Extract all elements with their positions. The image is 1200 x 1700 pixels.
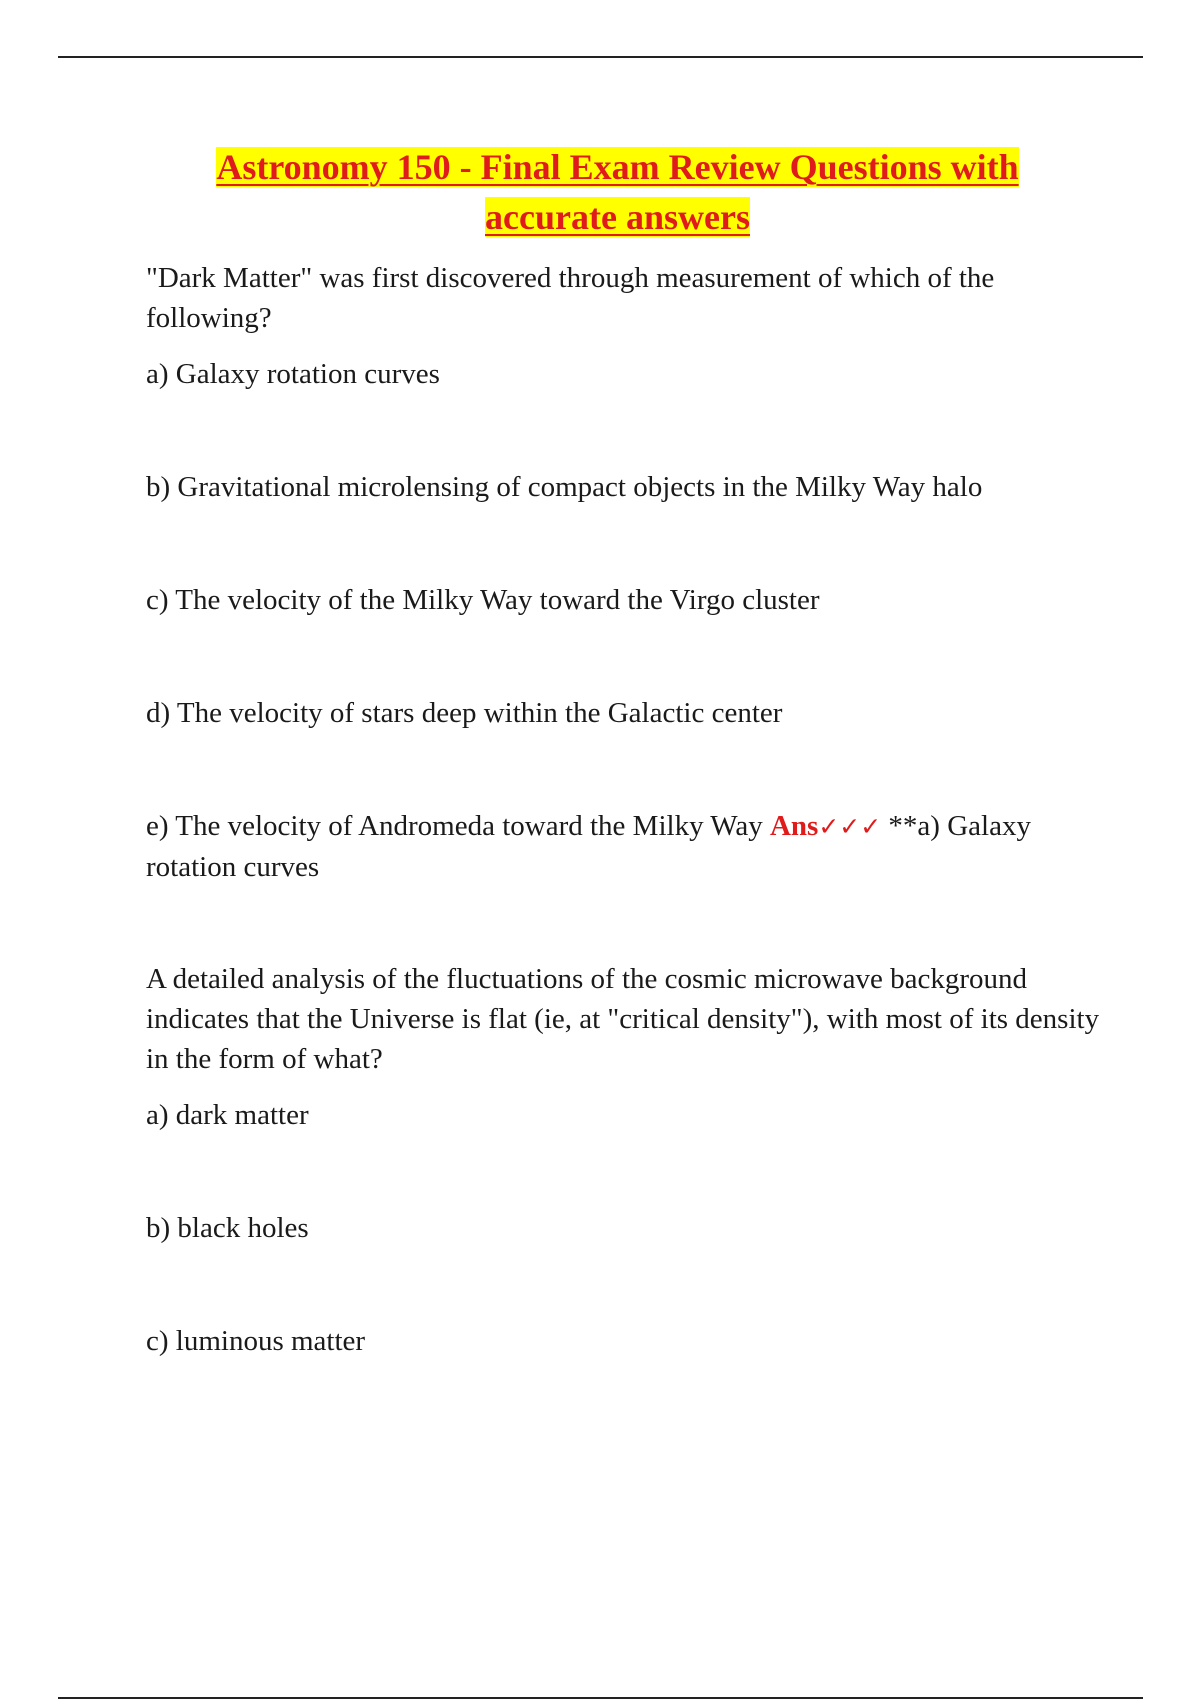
answer-check-icon: ✓✓✓ bbox=[818, 812, 882, 841]
question-1-option-e bbox=[146, 806, 1106, 887]
question-2-option-a: a) dark matter bbox=[146, 1099, 309, 1131]
title-line-1: Astronomy 150 - Final Exam Review Questions with bbox=[216, 147, 1019, 187]
top-rule bbox=[58, 56, 1143, 58]
document-title bbox=[100, 142, 1135, 242]
bottom-rule bbox=[58, 1697, 1143, 1699]
question-2-text: A detailed analysis of the fluctuations of the cosmic microwave background indicates that the Universe is flat (ie, at "critical density"), with most of its density in the form of what? bbox=[146, 963, 1100, 1075]
answer-text: **a) Galaxy rotation curves bbox=[146, 810, 1031, 883]
question-2-option-b: b) black holes bbox=[146, 1212, 309, 1244]
question-1-option-a: a) Galaxy rotation curves bbox=[146, 358, 440, 390]
question-1-text: "Dark Matter" was first discovered through measurement of which of the following? bbox=[146, 262, 995, 334]
title-line-2: accurate answers bbox=[485, 197, 750, 237]
question-1-option-b: b) Gravitational microlensing of compact objects in the Milky Way halo bbox=[146, 471, 983, 503]
question-1-option-e-text: e) The velocity of Andromeda toward the Milky Way bbox=[146, 810, 763, 842]
question-1-option-c: c) The velocity of the Milky Way toward the Virgo cluster bbox=[146, 584, 820, 616]
document-body bbox=[146, 258, 1106, 1385]
question-2-option-c: c) luminous matter bbox=[146, 1325, 366, 1357]
answer-label: Ans bbox=[769, 810, 819, 842]
question-1-option-d: d) The velocity of stars deep within the Galactic center bbox=[146, 697, 783, 729]
